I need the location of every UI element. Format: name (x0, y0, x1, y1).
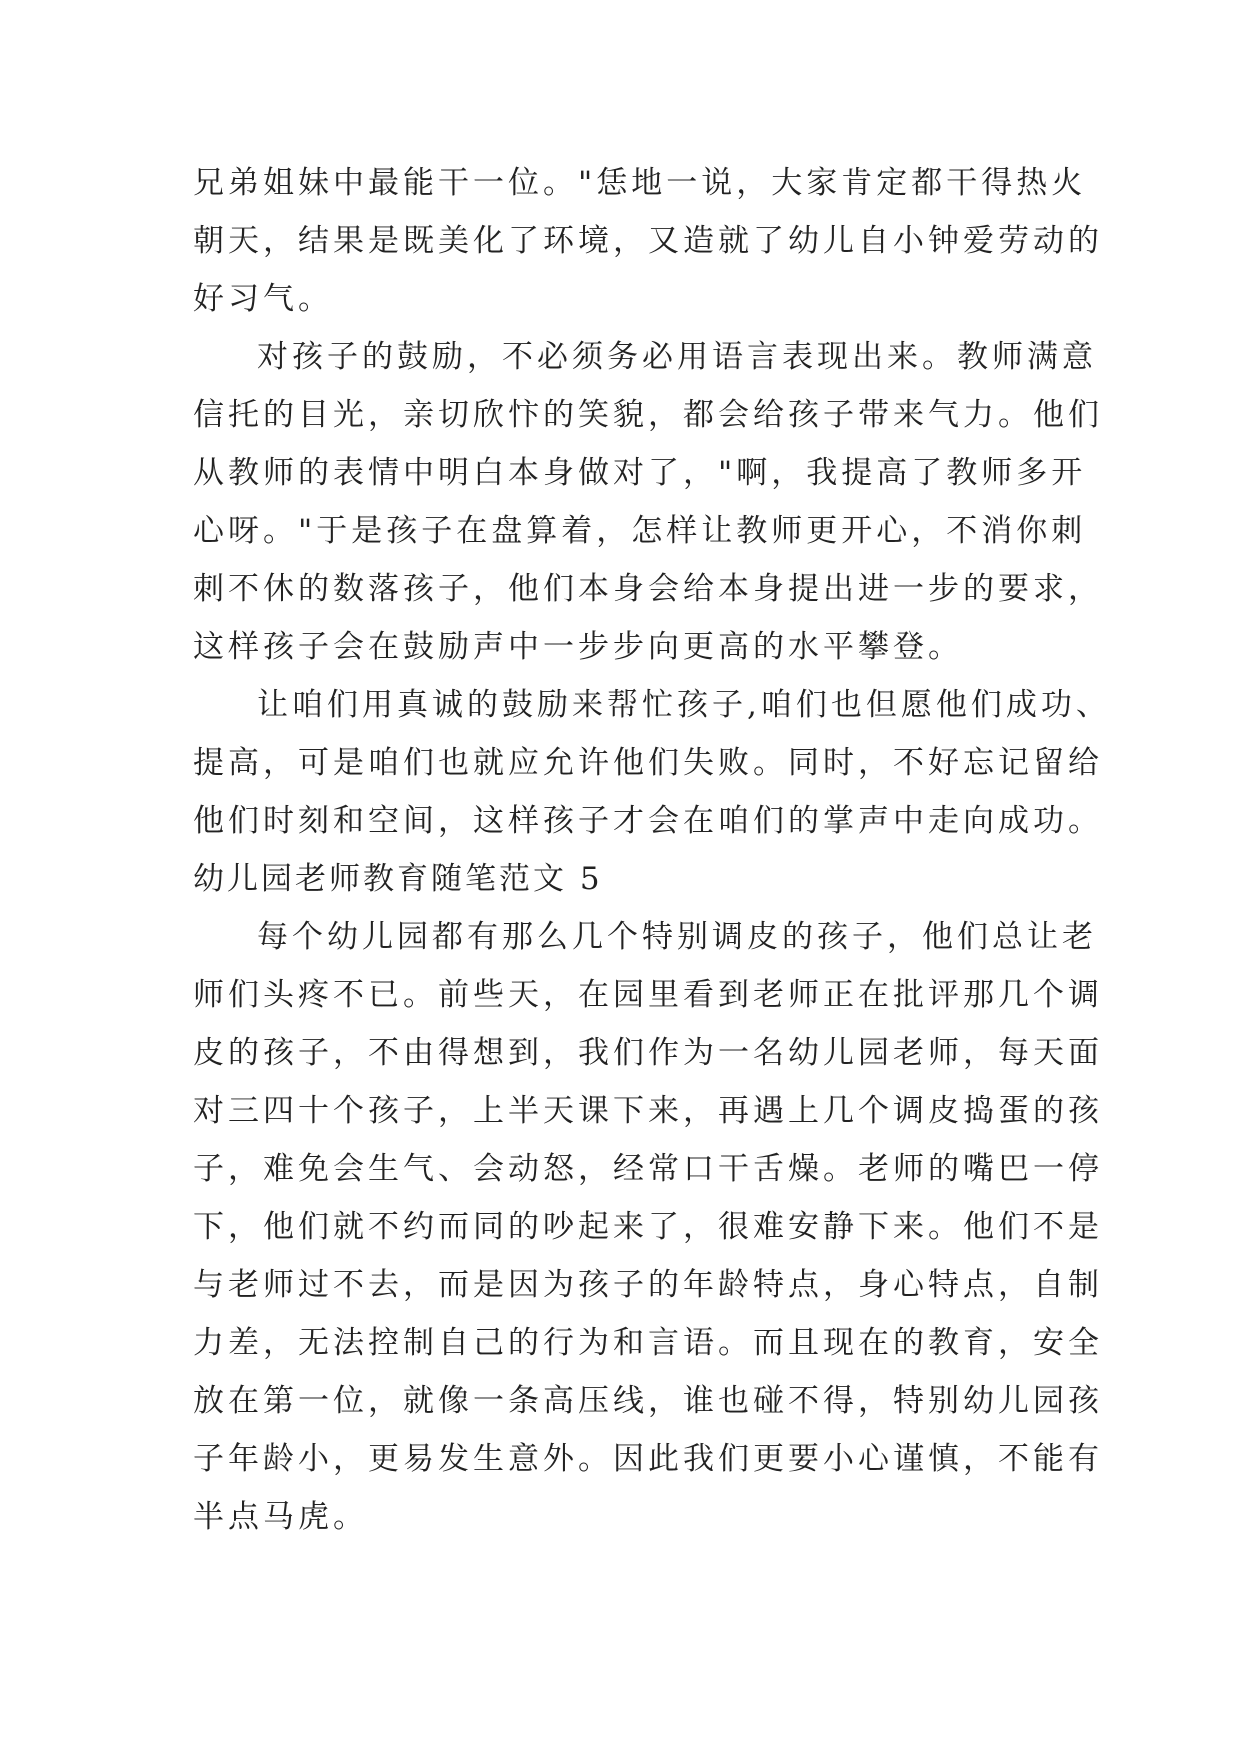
section-heading (193, 850, 1053, 908)
heading-text: 幼儿园老师教育随笔范文 5 (193, 861, 603, 897)
text-line: 朝天，结果是既美化了环境，又造就了幼儿自小钟爱劳动的 (193, 223, 1103, 259)
text-line: 与老师过不去，而是因为孩子的年龄特点，身心特点，自制 (193, 1267, 1103, 1303)
text-line: 兄弟姐妹中最能干一位。"恁地一说，大家肯定都干得热火 (193, 165, 1087, 201)
text-line: 这样孩子会在鼓励声中一步步向更高的水平攀登。 (193, 629, 963, 665)
text-line: 放在第一位，就像一条高压线，谁也碰不得，特别幼儿园孩 (193, 1383, 1103, 1419)
text-line: 心呀。"于是孩子在盘算着，怎样让教师更开心，不消你刺 (193, 513, 1087, 549)
text-line: 子，难免会生气、会动怒，经常口干舌燥。老师的嘴巴一停 (193, 1151, 1103, 1187)
text-line: 信托的目光，亲切欣忭的笑貌，都会给孩子带来气力。他们 (193, 397, 1103, 433)
text-line: 从教师的表情中明白本身做对了，"啊，我提高了教师多开 (193, 455, 1087, 491)
text-line: 下，他们就不约而同的吵起来了，很难安静下来。他们不是 (193, 1209, 1103, 1245)
text-line: 对孩子的鼓励，不必须务必用语言表现出来。教师满意 (257, 339, 1097, 375)
paragraph (193, 676, 1111, 850)
text-line: 皮的孩子，不由得想到，我们作为一名幼儿园老师，每天面 (193, 1035, 1103, 1071)
paragraph (193, 328, 1103, 676)
document-body (193, 154, 1111, 1546)
text-line: 提高，可是咱们也就应允许他们失败。同时，不好忘记留给 (193, 745, 1103, 781)
text-line: 对三四十个孩子，上半天课下来，再遇上几个调皮捣蛋的孩 (193, 1093, 1103, 1129)
text-line: 他们时刻和空间，这样孩子才会在咱们的掌声中走向成功。 (193, 803, 1103, 839)
paragraph (193, 908, 1103, 1546)
paragraph (193, 154, 1103, 328)
text-line: 子年龄小，更易发生意外。因此我们更要小心谨慎，不能有 (193, 1441, 1103, 1477)
text-line: 好习气。 (193, 281, 333, 317)
text-line: 每个幼儿园都有那么几个特别调皮的孩子，他们总让老 (257, 919, 1097, 955)
text-line: 师们头疼不已。前些天，在园里看到老师正在批评那几个调 (193, 977, 1103, 1013)
text-line: 让咱们用真诚的鼓励来帮忙孩子,咱们也但愿他们成功、 (257, 687, 1111, 723)
text-line: 半点马虎。 (193, 1499, 368, 1535)
text-line: 力差，无法控制自己的行为和言语。而且现在的教育，安全 (193, 1325, 1103, 1361)
text-line: 刺不休的数落孩子，他们本身会给本身提出进一步的要求， (193, 571, 1103, 607)
